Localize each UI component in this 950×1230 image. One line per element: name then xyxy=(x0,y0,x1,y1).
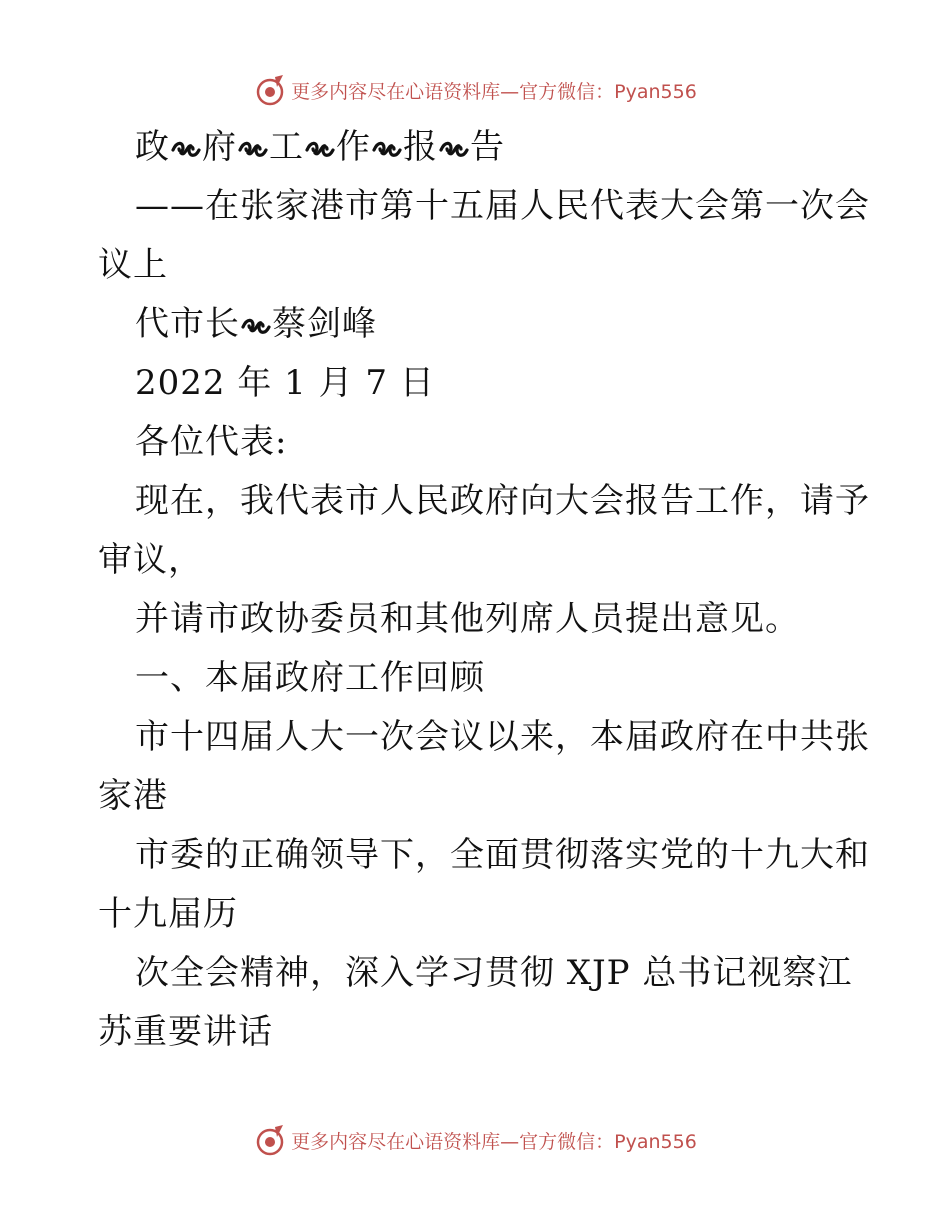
title-char: 府 xyxy=(202,127,237,167)
paragraph-line: 市委的正确领导下，全面贯彻落实党的十九大和 xyxy=(135,835,870,875)
quill-logo-icon xyxy=(253,73,287,107)
date-line: 2022 年 1 月 7 日 xyxy=(135,363,435,403)
banner-text: 更多内容尽在心语资料库—官方微信：Pyan556 xyxy=(291,1130,697,1153)
speaker-name: 蔡剑峰 xyxy=(272,304,377,344)
ornament-icon xyxy=(372,138,402,160)
paragraph-line: 次全会精神，深入学习贯彻 XJP 总书记视察江 xyxy=(135,953,853,993)
title-char: 作 xyxy=(336,127,371,167)
header-banner xyxy=(0,70,950,110)
quill-logo-icon xyxy=(253,1123,287,1157)
document-body xyxy=(98,118,870,1062)
footer-banner xyxy=(0,1120,950,1160)
title-char: 报 xyxy=(403,127,438,167)
subtitle-line: 议上 xyxy=(98,245,168,285)
paragraph-line: 现在，我代表市人民政府向大会报告工作，请予 xyxy=(135,481,870,521)
ornament-icon xyxy=(439,138,469,160)
ornament-icon xyxy=(305,138,335,160)
paragraph-line: 苏重要讲话 xyxy=(98,1012,273,1052)
paragraph-line: 审议， xyxy=(98,540,203,580)
ornament-icon xyxy=(171,138,201,160)
salutation: 各位代表: xyxy=(135,422,288,462)
speaker-role: 代市长 xyxy=(135,304,240,344)
title-char: 政 xyxy=(135,127,170,167)
ornament-icon xyxy=(241,315,271,337)
title-char: 工 xyxy=(269,127,304,167)
banner-text: 更多内容尽在心语资料库—官方微信：Pyan556 xyxy=(291,80,697,103)
subtitle-line: ——在张家港市第十五届人民代表大会第一次会 xyxy=(135,186,870,226)
ornament-icon xyxy=(238,138,268,160)
paragraph-line: 市十四届人大一次会议以来，本届政府在中共张 xyxy=(135,717,870,757)
paragraph-line: 家港 xyxy=(98,776,168,816)
title-char: 告 xyxy=(470,127,505,167)
document-title xyxy=(98,118,858,177)
section-heading: 一、本届政府工作回顾 xyxy=(135,658,485,698)
paragraph-line: 十九届历 xyxy=(98,894,238,934)
speaker-line xyxy=(98,295,858,354)
paragraph-line: 并请市政协委员和其他列席人员提出意见。 xyxy=(135,599,800,639)
